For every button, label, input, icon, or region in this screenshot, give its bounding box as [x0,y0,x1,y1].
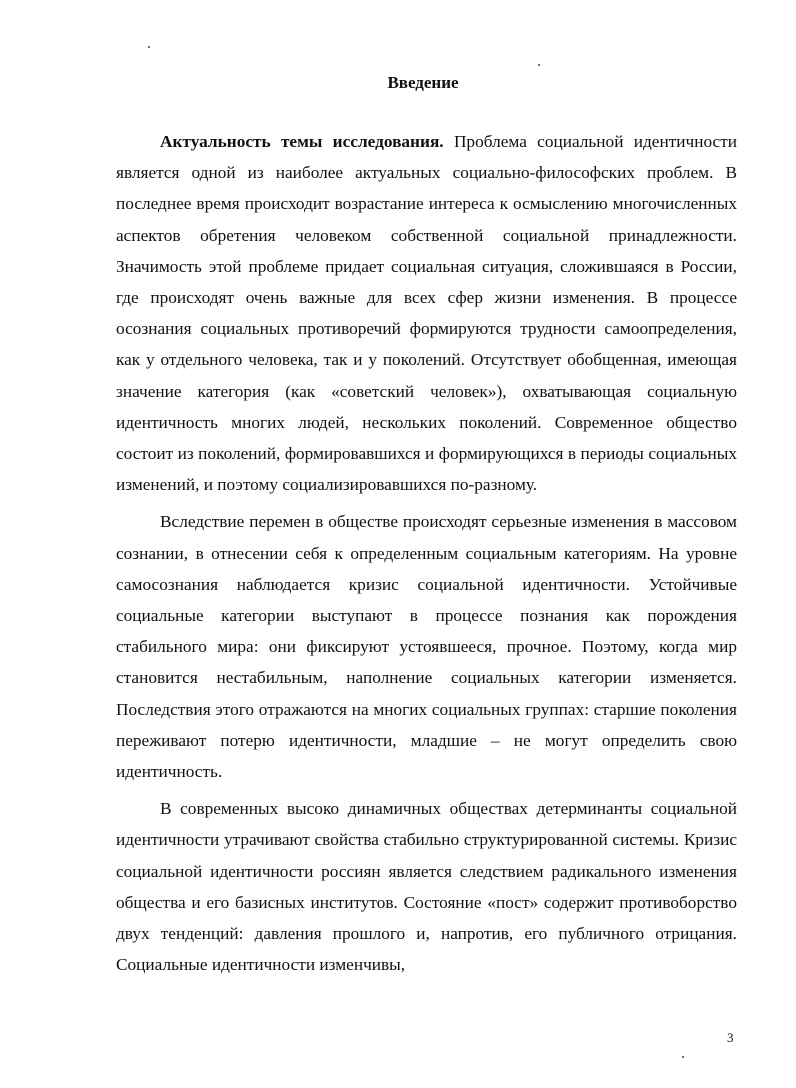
paragraph-text: Вследствие перемен в обществе происходят серьезные изменения в массовом сознании, в отнесении себя к определенным социальным категориям. На уровне самосознания наблюдается кризис социальной идентичности. Устойчивые социальные категории выступают в процессе познания как порождения стабильного мира: они фиксируют устоявшееся, прочное. Поэтому, когда мир становится нестабильным, наполнение социальных категории изменяется. Последствия этого отражаются на многих социальных группах: старшие поколения переживают потерю идентичности, младшие – не могут определить свою идентичность. [116,512,737,782]
paragraph-2 [116,506,737,787]
scan-speck [148,46,150,48]
paragraph-3 [116,793,737,980]
paragraph-lead: Актуальность темы исследования. [160,132,444,151]
paragraph-text: Проблема социальной идентичности является одной из наиболее актуальных социально-философских проблем. В последнее время происходит возрастание интереса к осмыслению многочисленных аспектов обретения человеком собственной социальной принадлежности. Значимость этой проблеме придает социальная ситуация, сложившаяся в России, где происходят очень важные для всех сфер жизни изменения. В процессе осознания социальных противоречий формируются трудности самоопределения, как у отдельного человека, так и у поколений. Отсутствует обобщенная, имеющая значение категория (как «советский человек»), охватывающая социальную идентичность многих людей, нескольких поколений. Современное общество состоит из поколений, формировавшихся и формирующихся в периоды социальных изменений, и поэтому социализировавшихся по-разному. [116,132,737,495]
scan-speck [538,64,540,66]
page-title: Введение [387,73,459,92]
paragraph-1 [116,126,737,500]
document-body [116,126,737,986]
paragraph-text: В современных высоко динамичных обществах детерминанты социальной идентичности утрачивают свойства стабильно структурированной системы. Кризис социальной идентичности россиян является следствием радикального изменения общества и его базисных институтов. Состояние «пост» содержит противоборство двух тенденций: давления прошлого и, напротив, его публичного отрицания. Социальные идентичности изменчивы, [116,799,737,975]
page-number: 3 [727,1030,734,1045]
scan-speck [682,1056,684,1058]
